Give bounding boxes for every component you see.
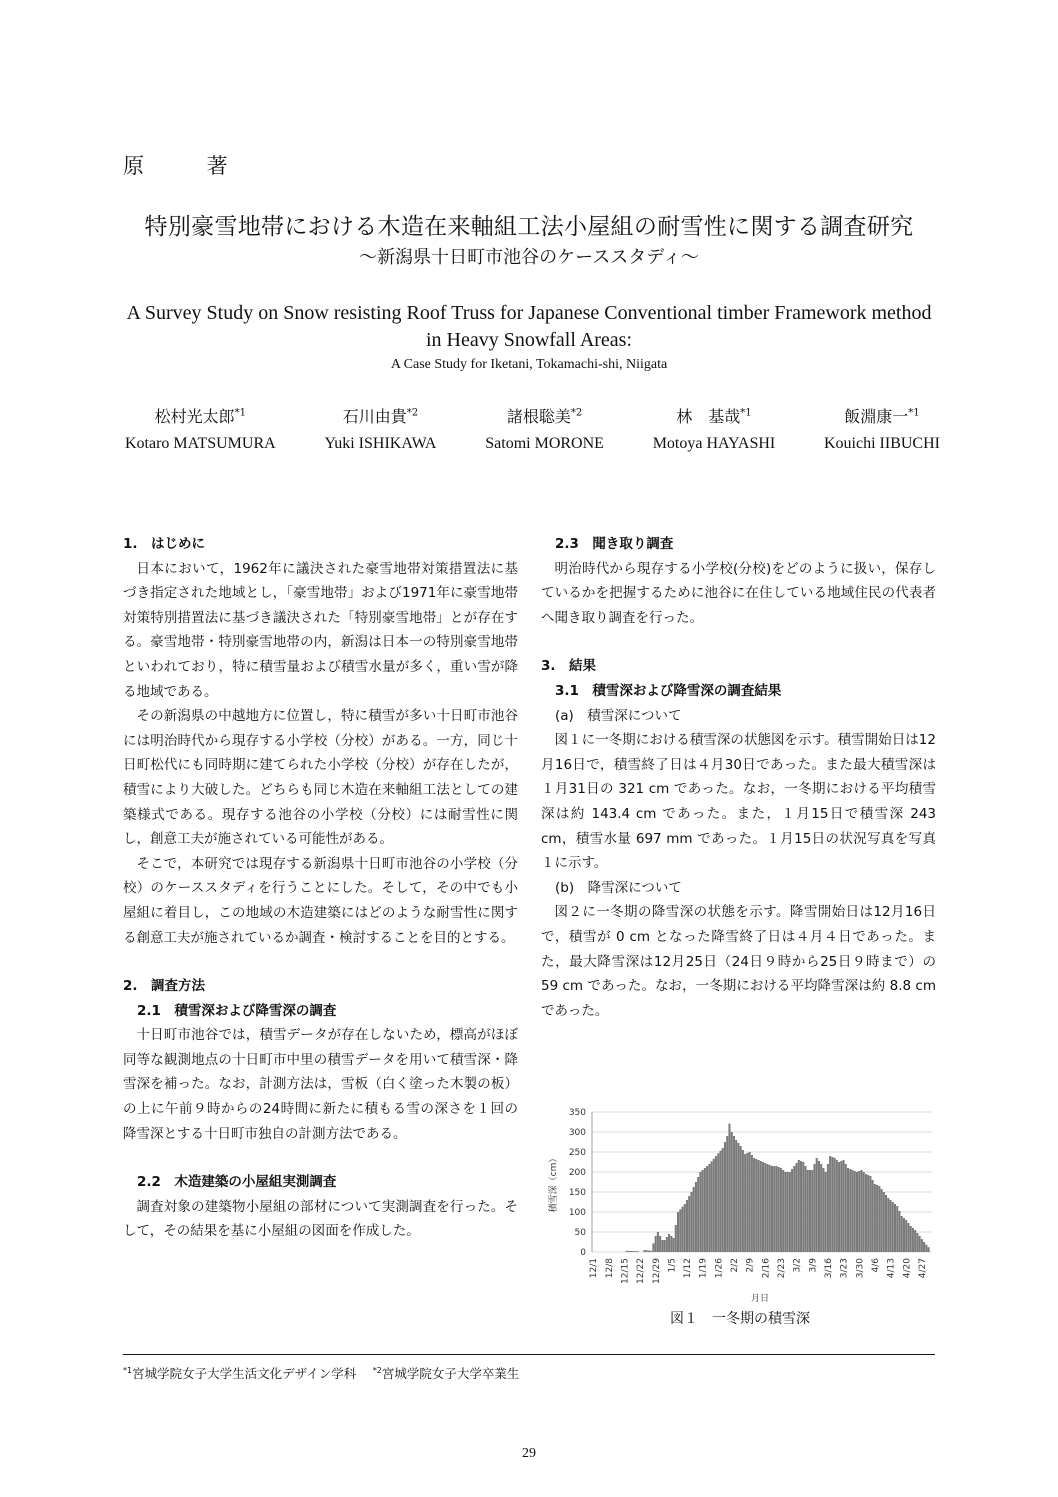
bar	[874, 1184, 876, 1252]
bar	[697, 1177, 699, 1252]
bar	[869, 1176, 871, 1252]
y-tick-label: 50	[574, 1228, 586, 1238]
bar	[813, 1164, 815, 1252]
bar	[688, 1196, 690, 1252]
bar	[896, 1206, 898, 1252]
subsubsection-heading: (a) 積雪深について	[555, 707, 682, 724]
bar	[822, 1168, 824, 1252]
affiliation-mark: *2	[406, 407, 419, 419]
bar	[834, 1158, 836, 1252]
bar	[780, 1168, 782, 1252]
author-name-en: Yuki ISHIKAWA	[324, 435, 437, 452]
subsubsection-heading: (b) 降雪深について	[555, 879, 682, 896]
bar	[724, 1142, 726, 1252]
bar	[731, 1132, 733, 1252]
bar	[706, 1166, 708, 1252]
bar	[766, 1164, 768, 1252]
bar	[722, 1148, 724, 1252]
author	[485, 404, 604, 453]
x-tick-label: 2/9	[745, 1258, 756, 1273]
bar	[845, 1164, 847, 1252]
author	[824, 404, 940, 453]
figure-caption: 図１ 一冬期の積雪深	[670, 1311, 810, 1327]
author-name-ja: 林 基哉	[676, 407, 741, 426]
bar	[840, 1161, 842, 1252]
paragraph: 十日町市池谷では，積雪データが存在しないため，標高がほぼ同等な観測地点の十日町市中里の積雪データを用いて積雪深・降雪深を補った。なお，計測方法は，雪板（白く塗った木製の板）の上に午前９時からの24時間に新たに積もる雪の深さを１回の降雪深とする十日町市独自の計測方法である。	[123, 1027, 518, 1142]
bar	[749, 1152, 751, 1252]
subtitle-english: A Case Study for Iketani, Tokamachi-shi, Niigata	[390, 357, 668, 372]
bar	[921, 1239, 923, 1252]
bar	[858, 1171, 860, 1252]
bar	[784, 1172, 786, 1252]
bar	[811, 1170, 813, 1252]
bar	[664, 1240, 666, 1252]
x-tick-label: 4/20	[902, 1258, 913, 1279]
bar	[865, 1174, 867, 1252]
bar	[713, 1159, 715, 1252]
x-tick-label: 2/2	[730, 1258, 741, 1273]
bar	[885, 1195, 887, 1252]
x-tick-label: 3/9	[808, 1258, 819, 1273]
right-column	[541, 532, 936, 1023]
x-tick-label: 12/8	[604, 1258, 615, 1279]
bar	[668, 1234, 670, 1252]
bar	[851, 1170, 853, 1252]
bar	[771, 1166, 773, 1252]
bar	[898, 1211, 900, 1252]
bar	[637, 1251, 639, 1252]
bar	[673, 1238, 675, 1252]
bar	[769, 1165, 771, 1252]
bar	[764, 1163, 766, 1252]
x-tick-label: 1/5	[667, 1258, 678, 1273]
bar	[737, 1143, 739, 1252]
bar	[679, 1209, 681, 1252]
bar	[890, 1200, 892, 1252]
paragraph: その新潟県の中越地方に位置し，特に積雪が多い十日町市池谷には明治時代から現存する小学校（分校）がある。一方，同じ十日町松代にも同時期に建てられた小学校（分校）が存在したが，積雪により大破した。どちらも同じ木造在来軸組工法としての建築様式である。現存する池谷の小学校（分校）には耐雪性に関し，創意工夫が施されている可能性がある。	[123, 708, 518, 848]
bar	[695, 1182, 697, 1252]
x-axis-label: 月日	[750, 1294, 770, 1303]
bar	[740, 1146, 742, 1252]
bar	[829, 1156, 831, 1252]
bar	[881, 1189, 883, 1252]
author-name-en: Kotaro MATSUMURA	[125, 435, 276, 452]
bar	[760, 1161, 762, 1252]
x-tick-label: 12/22	[636, 1258, 647, 1284]
bar	[632, 1251, 634, 1252]
x-tick-label: 4/27	[917, 1258, 928, 1279]
bar	[652, 1243, 654, 1252]
bar	[720, 1151, 722, 1252]
bar	[800, 1161, 802, 1252]
bar	[816, 1158, 818, 1252]
bar	[746, 1153, 748, 1252]
bar	[901, 1216, 903, 1252]
bar	[775, 1166, 777, 1252]
x-tick-label: 3/30	[855, 1258, 866, 1279]
bar	[849, 1169, 851, 1252]
bar	[782, 1170, 784, 1252]
bar	[758, 1160, 760, 1252]
bar	[686, 1200, 688, 1252]
x-tick-label: 12/1	[589, 1258, 600, 1279]
bar	[787, 1172, 789, 1252]
bar	[699, 1172, 701, 1252]
bar	[925, 1245, 927, 1252]
bar	[883, 1192, 885, 1252]
bar	[733, 1136, 735, 1252]
bar	[626, 1251, 628, 1252]
bar	[753, 1158, 755, 1252]
bar	[818, 1161, 820, 1252]
bar	[717, 1153, 719, 1252]
x-tick-label: 12/29	[651, 1258, 662, 1284]
bar	[791, 1169, 793, 1252]
x-tick-labels	[589, 1258, 928, 1284]
footnote-mark: *1	[123, 1365, 133, 1375]
bar	[820, 1164, 822, 1252]
paragraph: 図２に一冬期の降雪深の状態を示す。降雪開始日は12月16日で，積雪が 0 cm となった降雪終了日は４月４日であった。また，最大降雪深は12月25日（24日９時から25日９時まで）の 59 cm であった。なお，一冬期における平均降雪深は約 8.8 cm であった。	[541, 904, 936, 1019]
author-list	[125, 404, 940, 453]
bar	[773, 1166, 775, 1252]
x-tick-label: 4/6	[870, 1258, 881, 1273]
bar	[715, 1156, 717, 1252]
bar	[809, 1170, 811, 1252]
x-tick-label: 4/13	[886, 1258, 897, 1279]
bar	[778, 1167, 780, 1252]
bar	[912, 1228, 914, 1252]
bar	[726, 1136, 728, 1252]
x-tick-label: 3/23	[839, 1258, 850, 1279]
subsection-heading: 3.1 積雪深および降雪深の調査結果	[555, 682, 782, 699]
bar	[796, 1163, 798, 1252]
bar	[744, 1154, 746, 1252]
y-axis-label: 積雪深（cm）	[549, 1153, 559, 1213]
bar	[650, 1251, 652, 1252]
bar	[802, 1162, 804, 1252]
author-name-ja: 飯淵康一	[844, 407, 909, 426]
author	[653, 404, 776, 453]
paragraph: 図１に一冬期における積雪深の状態図を示す。積雪開始日は12月16日で，積雪終了日は４月30日であった。また最大積雪深は１月31日の 321 cm であった。なお，一冬期における平均積雪深は約 143.4 cm であった。また，１月15日で積雪深 243 cm，積雪水量 697 mm であった。１月15日の状況写真を写真１に示す。	[541, 732, 936, 872]
author-name-en: Kouichi IIBUCHI	[823, 435, 940, 452]
bar	[789, 1172, 791, 1252]
bar	[659, 1236, 661, 1252]
bar	[923, 1242, 925, 1252]
footnote-text: 宮城学院女子大学卒業生	[381, 1366, 520, 1381]
bar	[916, 1233, 918, 1252]
bar	[704, 1168, 706, 1252]
y-tick-label: 300	[568, 1128, 586, 1138]
paragraph: 日本において，1962年に議決された豪雪地帯対策措置法に基づき指定された地域とし，「豪雪地帯」および1971年に豪雪地帯対策特別措置法に基づき議決された「特別豪雪地帯」とが存在する。豪雪地帯・特別豪雪地帯の内，新潟は日本一の特別豪雪地帯といわれており，特に積雪量および積雪水量が多く，重い雪が降る地域である。	[123, 560, 518, 700]
footnote-mark: *2	[372, 1365, 382, 1375]
bar	[711, 1161, 713, 1252]
bar	[831, 1157, 833, 1252]
bar	[867, 1175, 869, 1252]
footnote	[123, 1364, 519, 1382]
subsection-heading: 2.3 聞き取り調査	[555, 536, 674, 552]
bar	[838, 1162, 840, 1252]
bar	[872, 1180, 874, 1252]
x-tick-label: 1/19	[698, 1258, 709, 1279]
bar	[878, 1186, 880, 1252]
x-tick-label: 12/15	[620, 1258, 631, 1284]
x-tick-label: 1/26	[714, 1258, 725, 1279]
paragraph: そこで，本研究では現存する新潟県十日町市池谷の小学校（分校）のケーススタディを行うことにした。そして，その中でも小屋組に着目し，この地域の木造建築にはどのような耐雪性に関する創意工夫が施されているか調査・検討することを目的とする。	[123, 855, 518, 946]
x-tick-label: 2/16	[761, 1258, 772, 1279]
bar	[690, 1192, 692, 1252]
bar	[825, 1172, 827, 1252]
bar	[876, 1185, 878, 1252]
x-tick-label: 2/23	[777, 1258, 788, 1279]
x-tick-label: 3/2	[792, 1258, 803, 1273]
affiliation-mark: *1	[908, 407, 920, 419]
bar	[655, 1236, 657, 1252]
bar	[675, 1225, 677, 1252]
subsection-heading: 2.1 積雪深および降雪深の調査	[137, 1002, 337, 1019]
bar	[751, 1155, 753, 1252]
bar	[836, 1160, 838, 1252]
bar	[681, 1207, 683, 1252]
subsection-heading: 2.2 木造建築の小屋組実測調査	[137, 1174, 337, 1191]
bar	[670, 1236, 672, 1252]
bar	[910, 1226, 912, 1252]
bar	[762, 1162, 764, 1252]
bar	[735, 1140, 737, 1252]
footnote-text: 宮城学院女子大学生活文化デザイン学科	[132, 1366, 357, 1381]
bar	[728, 1124, 730, 1252]
bar	[742, 1150, 744, 1252]
subtitle-japanese: ～新潟県十日町市池谷のケーススタディ～	[359, 247, 699, 268]
bar	[903, 1218, 905, 1252]
bar	[646, 1250, 648, 1252]
y-tick-label: 200	[568, 1168, 586, 1178]
author-name-ja: 石川由貴	[342, 407, 407, 426]
bar	[928, 1247, 930, 1252]
author	[125, 404, 276, 453]
section-heading: 2. 調査方法	[123, 978, 206, 995]
chart-bars	[626, 1124, 930, 1252]
bar	[702, 1170, 704, 1252]
author-name-en: Motoya HAYASHI	[652, 435, 776, 452]
x-tick-label: 1/12	[683, 1258, 694, 1279]
bar	[919, 1236, 921, 1252]
bar	[863, 1172, 865, 1252]
bar	[847, 1168, 849, 1252]
snow-depth-chart	[540, 1098, 940, 1303]
affiliation-mark: *2	[570, 407, 583, 419]
paragraph: 明治時代から現存する小学校(分校)をどのように扱い，保存しているかを把握するために池谷に在住している地域住民の代表者へ聞き取り調査を行った。	[541, 560, 936, 626]
bar	[894, 1204, 896, 1252]
section-heading: 1. はじめに	[123, 536, 206, 552]
author	[324, 404, 436, 453]
bar	[914, 1230, 916, 1252]
bar	[684, 1204, 686, 1252]
bar	[635, 1251, 637, 1252]
y-tick-label: 350	[568, 1108, 586, 1118]
bar	[755, 1159, 757, 1252]
y-tick-label: 100	[568, 1208, 586, 1218]
bar	[907, 1223, 909, 1252]
bar	[677, 1212, 679, 1252]
y-tick-label: 0	[580, 1248, 586, 1258]
bar	[856, 1172, 858, 1252]
bar	[643, 1250, 645, 1252]
bar	[860, 1170, 862, 1252]
bar	[648, 1251, 650, 1252]
author-name-en: Satomi MORONE	[485, 435, 604, 452]
y-tick-labels	[569, 1108, 586, 1258]
title-english: A Survey Study on Snow resisting Roof Truss for Japanese Conventional timber Framework method in Heavy Snowfall Areas:	[126, 302, 932, 351]
author-name-ja: 諸根聡美	[506, 407, 571, 426]
bar	[630, 1251, 632, 1252]
bar	[661, 1240, 663, 1252]
bar	[887, 1198, 889, 1252]
bar	[827, 1164, 829, 1252]
left-column	[123, 532, 518, 1244]
bar	[628, 1251, 630, 1252]
footnote-divider	[123, 1354, 935, 1355]
bar	[708, 1164, 710, 1252]
bar	[798, 1160, 800, 1252]
bar	[693, 1187, 695, 1252]
section-heading: 3. 結果	[541, 658, 597, 675]
bar	[666, 1237, 668, 1252]
page-number: 29	[522, 1446, 536, 1461]
section-label: 原 著	[123, 154, 256, 178]
author-name-ja: 松村光太郎	[154, 407, 235, 426]
title-japanese: 特別豪雪地帯における木造在来軸組工法小屋組の耐雪性に関する調査研究	[144, 214, 914, 240]
bar	[854, 1171, 856, 1252]
x-tick-label: 3/16	[823, 1258, 834, 1279]
bar	[905, 1220, 907, 1252]
y-tick-label: 150	[568, 1188, 586, 1198]
affiliation-mark: *1	[234, 407, 247, 419]
bar	[892, 1202, 894, 1252]
bar	[793, 1166, 795, 1252]
affiliation-mark: *1	[740, 407, 752, 419]
bar	[805, 1166, 807, 1252]
bar	[657, 1232, 659, 1252]
bar	[843, 1160, 845, 1252]
y-tick-label: 250	[568, 1148, 586, 1158]
paragraph: 調査対象の建築物小屋組の部材について実測調査を行った。そして，その結果を基に小屋組の図面を作成した。	[123, 1198, 518, 1240]
bar	[807, 1170, 809, 1252]
